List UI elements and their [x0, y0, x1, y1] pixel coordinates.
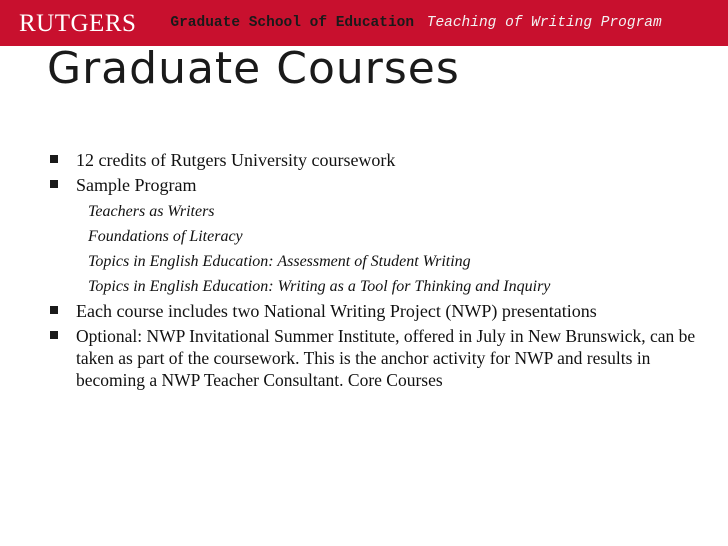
bullet-list — [47, 149, 697, 394]
bullet-item — [47, 174, 697, 196]
course-item: Topics in English Education: Writing as a Tool for Thinking and Inquiry — [88, 278, 551, 295]
bullet-item — [47, 325, 697, 391]
rutgers-logo-text: RUTGERS — [19, 9, 137, 37]
bullet-text: Sample Program — [76, 175, 197, 195]
course-item: Teachers as Writers — [88, 203, 215, 220]
course-item: Topics in English Education: Assessment of Student Writing — [88, 253, 471, 270]
header-band — [0, 0, 728, 46]
square-bullet-icon — [50, 155, 58, 163]
bullet-item — [47, 300, 697, 322]
square-bullet-icon — [50, 331, 58, 339]
bullet-text: Optional: NWP Invitational Summer Institute, offered in July in New Brunswick, can be taken as part of the coursework. This is the anchor activity for NWP and results in becoming a NWP Teacher Consultant. Core Courses — [76, 326, 696, 390]
bullet-text: 12 credits of Rutgers University coursework — [76, 150, 396, 170]
square-bullet-icon — [50, 180, 58, 188]
course-item: Foundations of Literacy — [88, 228, 243, 245]
sample-program-list — [88, 199, 697, 299]
program-name: Teaching of Writing Program — [426, 14, 662, 31]
slide-title: Graduate Courses — [47, 43, 460, 94]
bullet-item — [47, 149, 697, 171]
school-name: Graduate School of Education — [170, 14, 415, 31]
bullet-text: Each course includes two National Writing Project (NWP) presentations — [76, 301, 597, 321]
square-bullet-icon — [50, 306, 58, 314]
rutgers-logo — [19, 11, 136, 36]
header-text — [170, 16, 661, 31]
